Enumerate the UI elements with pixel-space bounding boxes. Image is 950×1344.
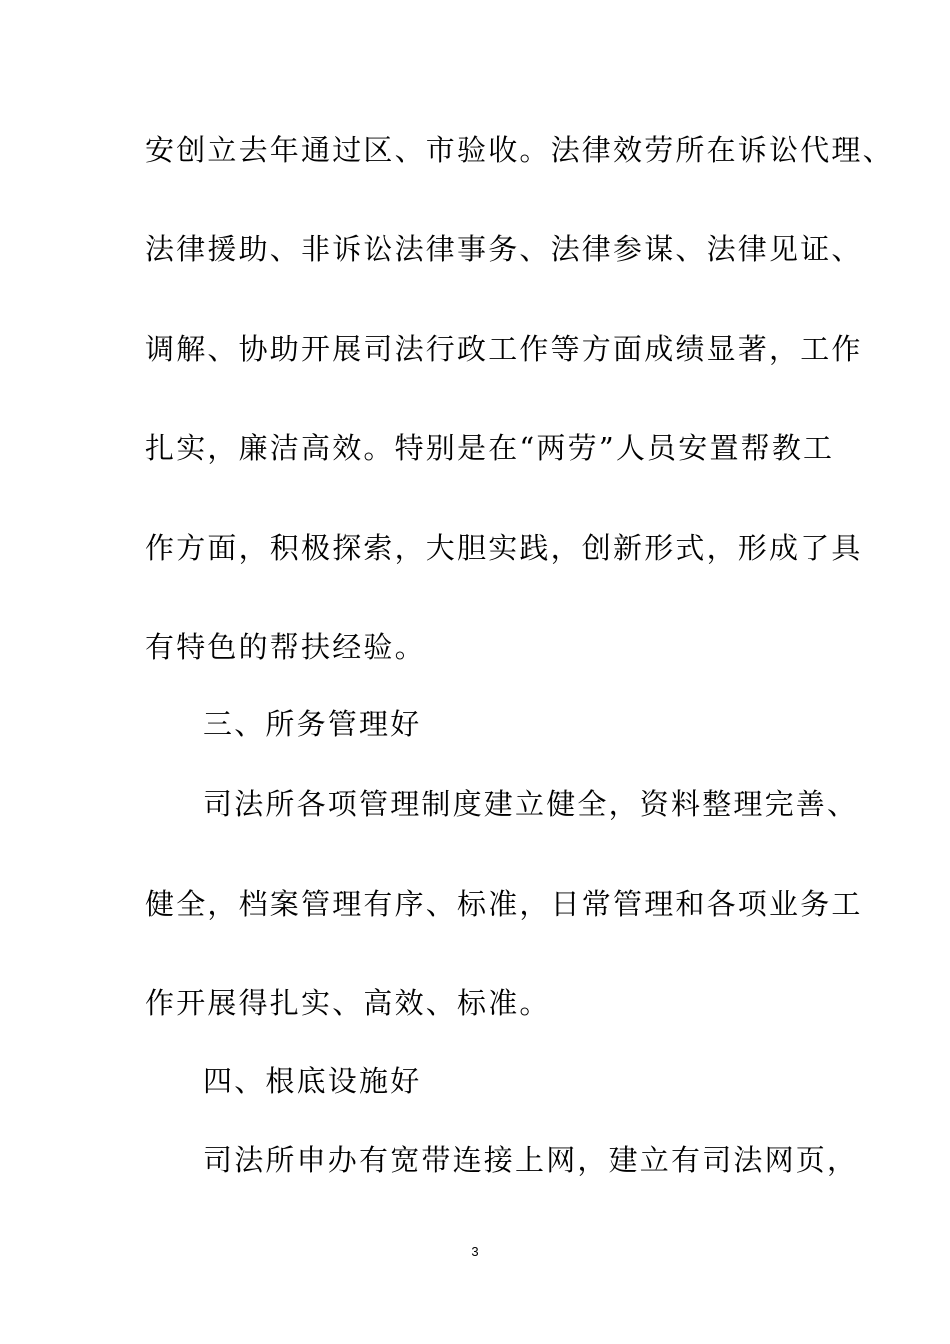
body-text-line: 健全，档案管理有序、标准，日常管理和各项业务工 [145,887,863,921]
body-text-line: 作开展得扎实、高效、标准。 [145,986,551,1020]
body-text-line: 调解、协助开展司法行政工作等方面成绩显著，工作 [145,332,863,366]
body-text-line: 作方面，积极探索，大胆实践，创新形式，形成了具 [145,531,863,565]
page-number: 3 [471,1244,479,1259]
body-text-line: 法律援助、非诉讼法律事务、法律参谋、法律见证、 [145,232,863,266]
paragraph-first-line: 司法所申办有宽带连接上网，建立有司法网页， [203,1143,859,1177]
body-text-line: 有特色的帮扶经验。 [145,630,426,664]
body-text-line: 安创立去年通过区、市验收。法律效劳所在诉讼代理、 [145,133,894,167]
section-heading: 四、根底设施好 [203,1064,422,1098]
paragraph-first-line: 司法所各项管理制度建立健全，资料整理完善、 [203,787,859,821]
body-text-line: 扎实，廉洁高效。特别是在“两劳”人员安置帮教工 [145,431,835,465]
section-heading: 三、所务管理好 [203,707,422,741]
